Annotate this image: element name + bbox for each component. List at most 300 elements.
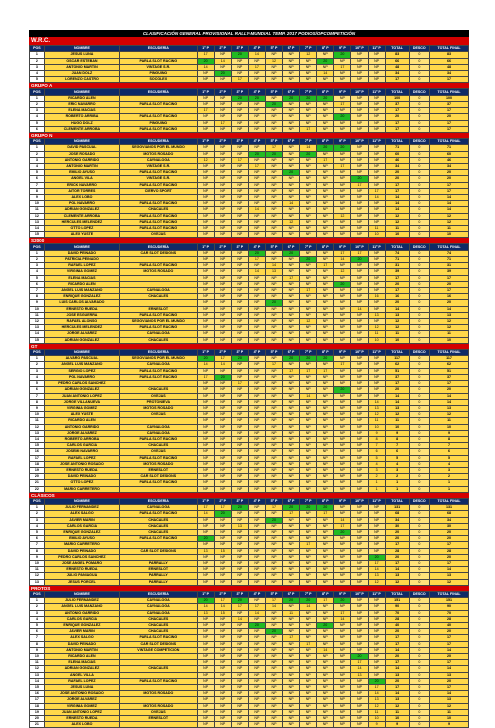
round-points-cell: NP (368, 108, 385, 114)
final-total-cell: 13 (430, 573, 469, 579)
round-points-cell: NP (197, 660, 214, 666)
round-points-cell: NP (214, 660, 231, 666)
round-points-cell: NP (248, 660, 265, 666)
round-points-cell: NP (283, 77, 300, 83)
col-header-name: NOMBRE (44, 498, 119, 504)
driver-name-cell: RAFAEL LOPEZ (44, 678, 119, 684)
total-cell: 39 (385, 269, 409, 275)
col-header-pos: POS (30, 498, 45, 504)
round-points-cell: NP (351, 486, 368, 492)
discard-cell: 0 (409, 511, 430, 517)
round-points-cell: NP (300, 164, 317, 170)
round-points-cell: 10 (368, 716, 385, 722)
driver-name-cell: ENRIQUE GONZALEZ (44, 529, 119, 535)
team-cell (120, 486, 198, 492)
round-points-cell: NP (300, 610, 317, 616)
round-points-cell: NP (351, 461, 368, 467)
total-cell: 17 (385, 685, 409, 691)
team-cell: PARRALLY (120, 560, 198, 566)
round-points-cell: NP (334, 660, 351, 666)
total-cell: 14 (385, 567, 409, 573)
total-cell: 14 (385, 647, 409, 653)
team-cell: PARLA SLOT RACING (120, 511, 198, 517)
round-points-cell: NP (300, 573, 317, 579)
round-points-cell: NP (265, 387, 282, 393)
round-points-cell: NP (334, 312, 351, 318)
round-points-cell: 13 (265, 269, 282, 275)
round-points-cell: 17 (300, 542, 317, 548)
round-points-cell: NP (197, 412, 214, 418)
col-header-round: 11º P (368, 244, 385, 250)
round-points-cell: NP (248, 685, 265, 691)
round-points-cell: NP (197, 554, 214, 560)
team-cell: PARLA SLOT RACING (120, 170, 198, 176)
round-points-cell: NP (231, 542, 248, 548)
round-points-cell: NP (214, 560, 231, 566)
discard-cell: 0 (409, 288, 430, 294)
driver-name-cell: VIRGINIA GOMEZ (44, 269, 119, 275)
driver-name-cell: RICARDO ALEN (44, 95, 119, 101)
driver-name-cell: LUIS CARLOS ALVARADO (44, 300, 119, 306)
round-points-cell: NP (265, 312, 282, 318)
col-header-round: 4º P (248, 46, 265, 52)
round-points-cell: NP (300, 108, 317, 114)
round-points-cell: NP (317, 480, 334, 486)
round-points-cell: NP (317, 685, 334, 691)
round-points-cell: 14 (248, 52, 265, 58)
total-cell: 37 (385, 102, 409, 108)
round-points-cell: NP (317, 250, 334, 256)
round-points-cell: NP (248, 616, 265, 622)
col-header-round: 10º P (351, 89, 368, 95)
round-points-cell: NP (351, 412, 368, 418)
discard-cell: 0 (409, 691, 430, 697)
position-cell: 5 (30, 529, 45, 535)
driver-name-cell: ALEX YUSTE (44, 412, 119, 418)
round-points-cell: NP (317, 331, 334, 337)
final-total-cell: 20 (430, 678, 469, 684)
round-points-cell: NP (197, 213, 214, 219)
round-points-cell: NP (300, 412, 317, 418)
position-cell: 7 (30, 542, 45, 548)
round-points-cell: 20 (248, 250, 265, 256)
position-cell: 2 (30, 58, 45, 64)
col-header-pos: POS (30, 349, 45, 355)
driver-name-cell: ERNESTO RUEDA (44, 567, 119, 573)
col-header-round: 2º P (214, 139, 231, 145)
round-points-cell: 17 (197, 52, 214, 58)
discard-cell: 0 (409, 64, 430, 70)
round-points-cell: NP (214, 145, 231, 151)
round-points-cell: NP (300, 622, 317, 628)
round-points-cell: NP (214, 176, 231, 182)
discard-cell: 0 (409, 102, 430, 108)
round-points-cell: NP (197, 567, 214, 573)
discard-cell: 0 (409, 517, 430, 523)
driver-name-cell: RICARDO ALEN (44, 281, 119, 287)
col-header-team: ESCUDERÍA (120, 591, 198, 597)
round-points-cell: NP (197, 691, 214, 697)
round-points-cell: NP (351, 362, 368, 368)
round-points-cell: NP (265, 64, 282, 70)
total-cell: 48 (385, 64, 409, 70)
team-cell: VINTAGE S.R. (120, 164, 198, 170)
round-points-cell: NP (300, 567, 317, 573)
total-cell: 62 (385, 362, 409, 368)
total-cell: 30 (385, 523, 409, 529)
discard-cell: 0 (409, 505, 430, 511)
discard-cell: 0 (409, 213, 430, 219)
final-total-cell: 20 (430, 536, 469, 542)
col-header-desc: DESCO (409, 89, 430, 95)
round-points-cell: NP (248, 716, 265, 722)
round-points-cell: NP (368, 604, 385, 610)
team-cell: MOTOS ROSADO (120, 703, 198, 709)
col-header-round: 5º P (265, 244, 282, 250)
round-points-cell: NP (283, 672, 300, 678)
team-cell (120, 722, 198, 728)
round-points-cell: NP (283, 64, 300, 70)
round-points-cell: NP (351, 288, 368, 294)
round-points-cell: NP (197, 443, 214, 449)
round-points-cell: NP (197, 542, 214, 548)
round-points-cell: NP (248, 536, 265, 542)
driver-name-cell: RICARDO ALEN (44, 654, 119, 660)
round-points-cell: NP (231, 213, 248, 219)
round-points-cell: 10 (368, 424, 385, 430)
round-points-cell: 20 (334, 114, 351, 120)
round-points-cell: NP (248, 368, 265, 374)
round-points-cell: NP (351, 443, 368, 449)
round-points-cell: NP (368, 288, 385, 294)
standings-table (29, 243, 469, 343)
round-points-cell: NP (231, 176, 248, 182)
round-points-cell: 17 (300, 126, 317, 132)
team-cell: CHACALES (120, 616, 198, 622)
final-total-cell: 1 (430, 486, 469, 492)
round-points-cell: NP (334, 560, 351, 566)
round-points-cell: 13 (197, 610, 214, 616)
round-points-cell: NP (317, 523, 334, 529)
round-points-cell: NP (283, 622, 300, 628)
driver-name-cell: ADRIAN GONZALEZ (44, 207, 119, 213)
round-points-cell: 17 (334, 250, 351, 256)
round-points-cell: NP (317, 281, 334, 287)
discard-cell: 0 (409, 207, 430, 213)
position-cell: 6 (30, 126, 45, 132)
round-points-cell: NP (334, 58, 351, 64)
driver-name-cell: ANGEL VILLA (44, 672, 119, 678)
round-points-cell: NP (300, 219, 317, 225)
round-points-cell: NP (317, 170, 334, 176)
position-cell: 7 (30, 182, 45, 188)
position-cell: 18 (30, 461, 45, 467)
round-points-cell: NP (248, 77, 265, 83)
round-points-cell: NP (317, 418, 334, 424)
round-points-cell: 14 (214, 362, 231, 368)
position-cell: 7 (30, 288, 45, 294)
standings-table (29, 591, 469, 728)
round-points-cell: NP (197, 207, 214, 213)
round-points-cell: NP (231, 716, 248, 722)
driver-name-cell: JORGE ALVAREZ (44, 331, 119, 337)
col-header-team: ESCUDERÍA (120, 89, 198, 95)
round-points-cell: NP (351, 685, 368, 691)
discard-cell: 0 (409, 170, 430, 176)
round-points-cell: NP (317, 64, 334, 70)
round-points-cell: NP (265, 219, 282, 225)
round-points-cell: NP (265, 337, 282, 343)
col-header-round: 2º P (214, 591, 231, 597)
round-points-cell: NP (368, 374, 385, 380)
round-points-cell: NP (214, 480, 231, 486)
round-points-cell: 14 (317, 647, 334, 653)
team-cell: PARRALLY (120, 573, 198, 579)
col-header-round: 8º P (317, 46, 334, 52)
round-points-cell: NP (248, 312, 265, 318)
round-points-cell: NP (334, 666, 351, 672)
round-points-cell: NP (214, 455, 231, 461)
final-total-cell: 100 (430, 95, 469, 101)
final-total-cell: 71 (430, 145, 469, 151)
total-cell: 13 (385, 697, 409, 703)
round-points-cell: NP (265, 455, 282, 461)
round-points-cell: NP (283, 157, 300, 163)
position-cell: 3 (30, 64, 45, 70)
col-header-round: 10º P (351, 244, 368, 250)
final-total-cell: 28 (430, 616, 469, 622)
position-cell: 17 (30, 455, 45, 461)
final-total-cell: 17 (430, 120, 469, 126)
round-points-cell: 20 (248, 95, 265, 101)
round-points-cell: NP (368, 157, 385, 163)
round-points-cell: NP (197, 176, 214, 182)
total-cell: 13 (385, 312, 409, 318)
round-points-cell: NP (214, 474, 231, 480)
round-points-cell: NP (248, 288, 265, 294)
round-points-cell: NP (231, 393, 248, 399)
round-points-cell: NP (248, 461, 265, 467)
round-points-cell: NP (214, 77, 231, 83)
final-total-cell: 12 (430, 319, 469, 325)
round-points-cell: 1 (368, 486, 385, 492)
round-points-cell: NP (265, 660, 282, 666)
position-cell: 16 (30, 691, 45, 697)
total-cell: 131 (385, 505, 409, 511)
driver-name-cell: JORGE ALVAREZ (44, 430, 119, 436)
round-points-cell: NP (231, 102, 248, 108)
round-points-cell: 20 (351, 257, 368, 263)
col-header-round: 3º P (231, 244, 248, 250)
total-cell: 20 (385, 529, 409, 535)
round-points-cell: NP (300, 331, 317, 337)
round-points-cell: NP (231, 622, 248, 628)
round-points-cell: NP (300, 176, 317, 182)
final-total-cell: 39 (430, 269, 469, 275)
final-total-cell: 14 (430, 666, 469, 672)
round-points-cell: NP (265, 157, 282, 163)
col-header-round: 7º P (300, 591, 317, 597)
round-points-cell: NP (351, 536, 368, 542)
round-points-cell: NP (265, 381, 282, 387)
col-header-round: 3º P (231, 46, 248, 52)
round-points-cell: 17 (265, 362, 282, 368)
round-points-cell: NP (214, 108, 231, 114)
round-points-cell: 17 (283, 368, 300, 374)
discard-cell: 0 (409, 635, 430, 641)
round-points-cell: 17 (214, 505, 231, 511)
round-points-cell: NP (231, 306, 248, 312)
round-points-cell: NP (283, 207, 300, 213)
round-points-cell: NP (283, 691, 300, 697)
total-cell: 3 (385, 467, 409, 473)
round-points-cell: 20 (231, 598, 248, 604)
final-total-cell: 12 (430, 703, 469, 709)
round-points-cell: NP (197, 430, 214, 436)
round-points-cell: NP (265, 412, 282, 418)
team-cell: PROTONIEVA (120, 399, 198, 405)
round-points-cell: NP (265, 511, 282, 517)
driver-name-cell: ADRIAN GONZALEZ (44, 337, 119, 343)
round-points-cell: NP (248, 201, 265, 207)
round-points-cell: 17 (317, 368, 334, 374)
round-points-cell: NP (197, 523, 214, 529)
category-header: GRUPO N (29, 133, 469, 138)
round-points-cell: NP (368, 257, 385, 263)
position-cell: 11 (30, 207, 45, 213)
driver-name-cell: OTTO LOPEZ (44, 480, 119, 486)
position-cell: 14 (30, 331, 45, 337)
round-points-cell: NP (283, 269, 300, 275)
col-header-round: 10º P (351, 498, 368, 504)
round-points-cell: NP (300, 467, 317, 473)
col-header-round: 4º P (248, 498, 265, 504)
round-points-cell: NP (265, 207, 282, 213)
round-points-cell: NP (231, 517, 248, 523)
round-points-cell: NP (197, 635, 214, 641)
round-points-cell: NP (231, 263, 248, 269)
round-points-cell: NP (265, 722, 282, 728)
round-points-cell: NP (368, 71, 385, 77)
col-header-round: 4º P (248, 139, 265, 145)
round-points-cell: 20 (231, 95, 248, 101)
col-header-name: NOMBRE (44, 591, 119, 597)
standings-sheet (29, 30, 469, 728)
position-cell: 5 (30, 77, 45, 83)
round-points-cell: NP (334, 505, 351, 511)
round-points-cell: NP (334, 263, 351, 269)
round-points-cell: NP (248, 678, 265, 684)
round-points-cell: NP (351, 517, 368, 523)
round-points-cell: NP (283, 641, 300, 647)
round-points-cell: 14 (214, 604, 231, 610)
col-header-final: TOTAL FINAL (430, 244, 469, 250)
round-points-cell: NP (317, 474, 334, 480)
final-total-cell: 14 (430, 195, 469, 201)
round-points-cell: NP (317, 77, 334, 83)
round-points-cell: NP (197, 195, 214, 201)
driver-name-cell: ANTONIO GARRIDO (44, 157, 119, 163)
total-cell: 17 (385, 77, 409, 83)
col-header-round: 9º P (334, 139, 351, 145)
round-points-cell: NP (317, 176, 334, 182)
round-points-cell: NP (197, 387, 214, 393)
round-points-cell: NP (265, 213, 282, 219)
round-points-cell: NP (351, 281, 368, 287)
round-points-cell: NP (283, 480, 300, 486)
final-total-cell: 48 (430, 64, 469, 70)
col-header-round: 4º P (248, 244, 265, 250)
position-cell: 1 (30, 52, 45, 58)
round-points-cell: NP (214, 722, 231, 728)
round-points-cell: 15 (214, 548, 231, 554)
round-points-cell: NP (317, 207, 334, 213)
driver-name-cell: HERCULES MELENDEZ (44, 219, 119, 225)
team-cell: CHACALES (120, 294, 198, 300)
position-cell: 4 (30, 164, 45, 170)
round-points-cell: NP (351, 71, 368, 77)
col-header-round: 5º P (265, 498, 282, 504)
round-points-cell: NP (265, 126, 282, 132)
round-points-cell: NP (351, 548, 368, 554)
round-points-cell: NP (300, 424, 317, 430)
round-points-cell: 14 (265, 604, 282, 610)
col-header-round: 2º P (214, 498, 231, 504)
round-points-cell: 14 (283, 201, 300, 207)
discard-cell: 0 (409, 164, 430, 170)
round-points-cell: NP (197, 616, 214, 622)
position-cell: 9 (30, 647, 45, 653)
round-points-cell: NP (265, 288, 282, 294)
round-points-cell: NP (248, 449, 265, 455)
round-points-cell: NP (317, 405, 334, 411)
round-points-cell: NP (317, 188, 334, 194)
position-cell: 2 (30, 362, 45, 368)
round-points-cell: 17 (231, 604, 248, 610)
position-cell: 4 (30, 523, 45, 529)
round-points-cell: NP (214, 294, 231, 300)
col-header-round: 1º P (197, 89, 214, 95)
final-total-cell: 17 (430, 641, 469, 647)
final-total-cell: 10 (430, 337, 469, 343)
category-header: CLÁSICOS (29, 493, 469, 498)
col-header-total: TOTAL (385, 139, 409, 145)
total-cell: 37 (385, 374, 409, 380)
round-points-cell: 20 (248, 622, 265, 628)
final-total-cell: 17 (430, 126, 469, 132)
category-header: W.R.C. (29, 37, 469, 45)
col-header-round: 6º P (283, 46, 300, 52)
round-points-cell: NP (283, 120, 300, 126)
driver-name-cell: ANTONIO MARTIN (44, 164, 119, 170)
round-points-cell: NP (248, 554, 265, 560)
round-points-cell: NP (248, 467, 265, 473)
round-points-cell: NP (197, 250, 214, 256)
round-points-cell: NP (214, 368, 231, 374)
round-points-cell: NP (231, 120, 248, 126)
round-points-cell: NP (351, 505, 368, 511)
team-cell: CAYNALOGA (120, 604, 198, 610)
position-cell: 19 (30, 709, 45, 715)
col-header-round: 1º P (197, 139, 214, 145)
round-points-cell: 15 (214, 610, 231, 616)
final-total-cell: 14 (430, 647, 469, 653)
round-points-cell: NP (368, 356, 385, 362)
round-points-cell: NP (231, 207, 248, 213)
round-points-cell: 20 (265, 629, 282, 635)
driver-name-cell: ELENA MACIAS (44, 108, 119, 114)
round-points-cell: NP (368, 120, 385, 126)
